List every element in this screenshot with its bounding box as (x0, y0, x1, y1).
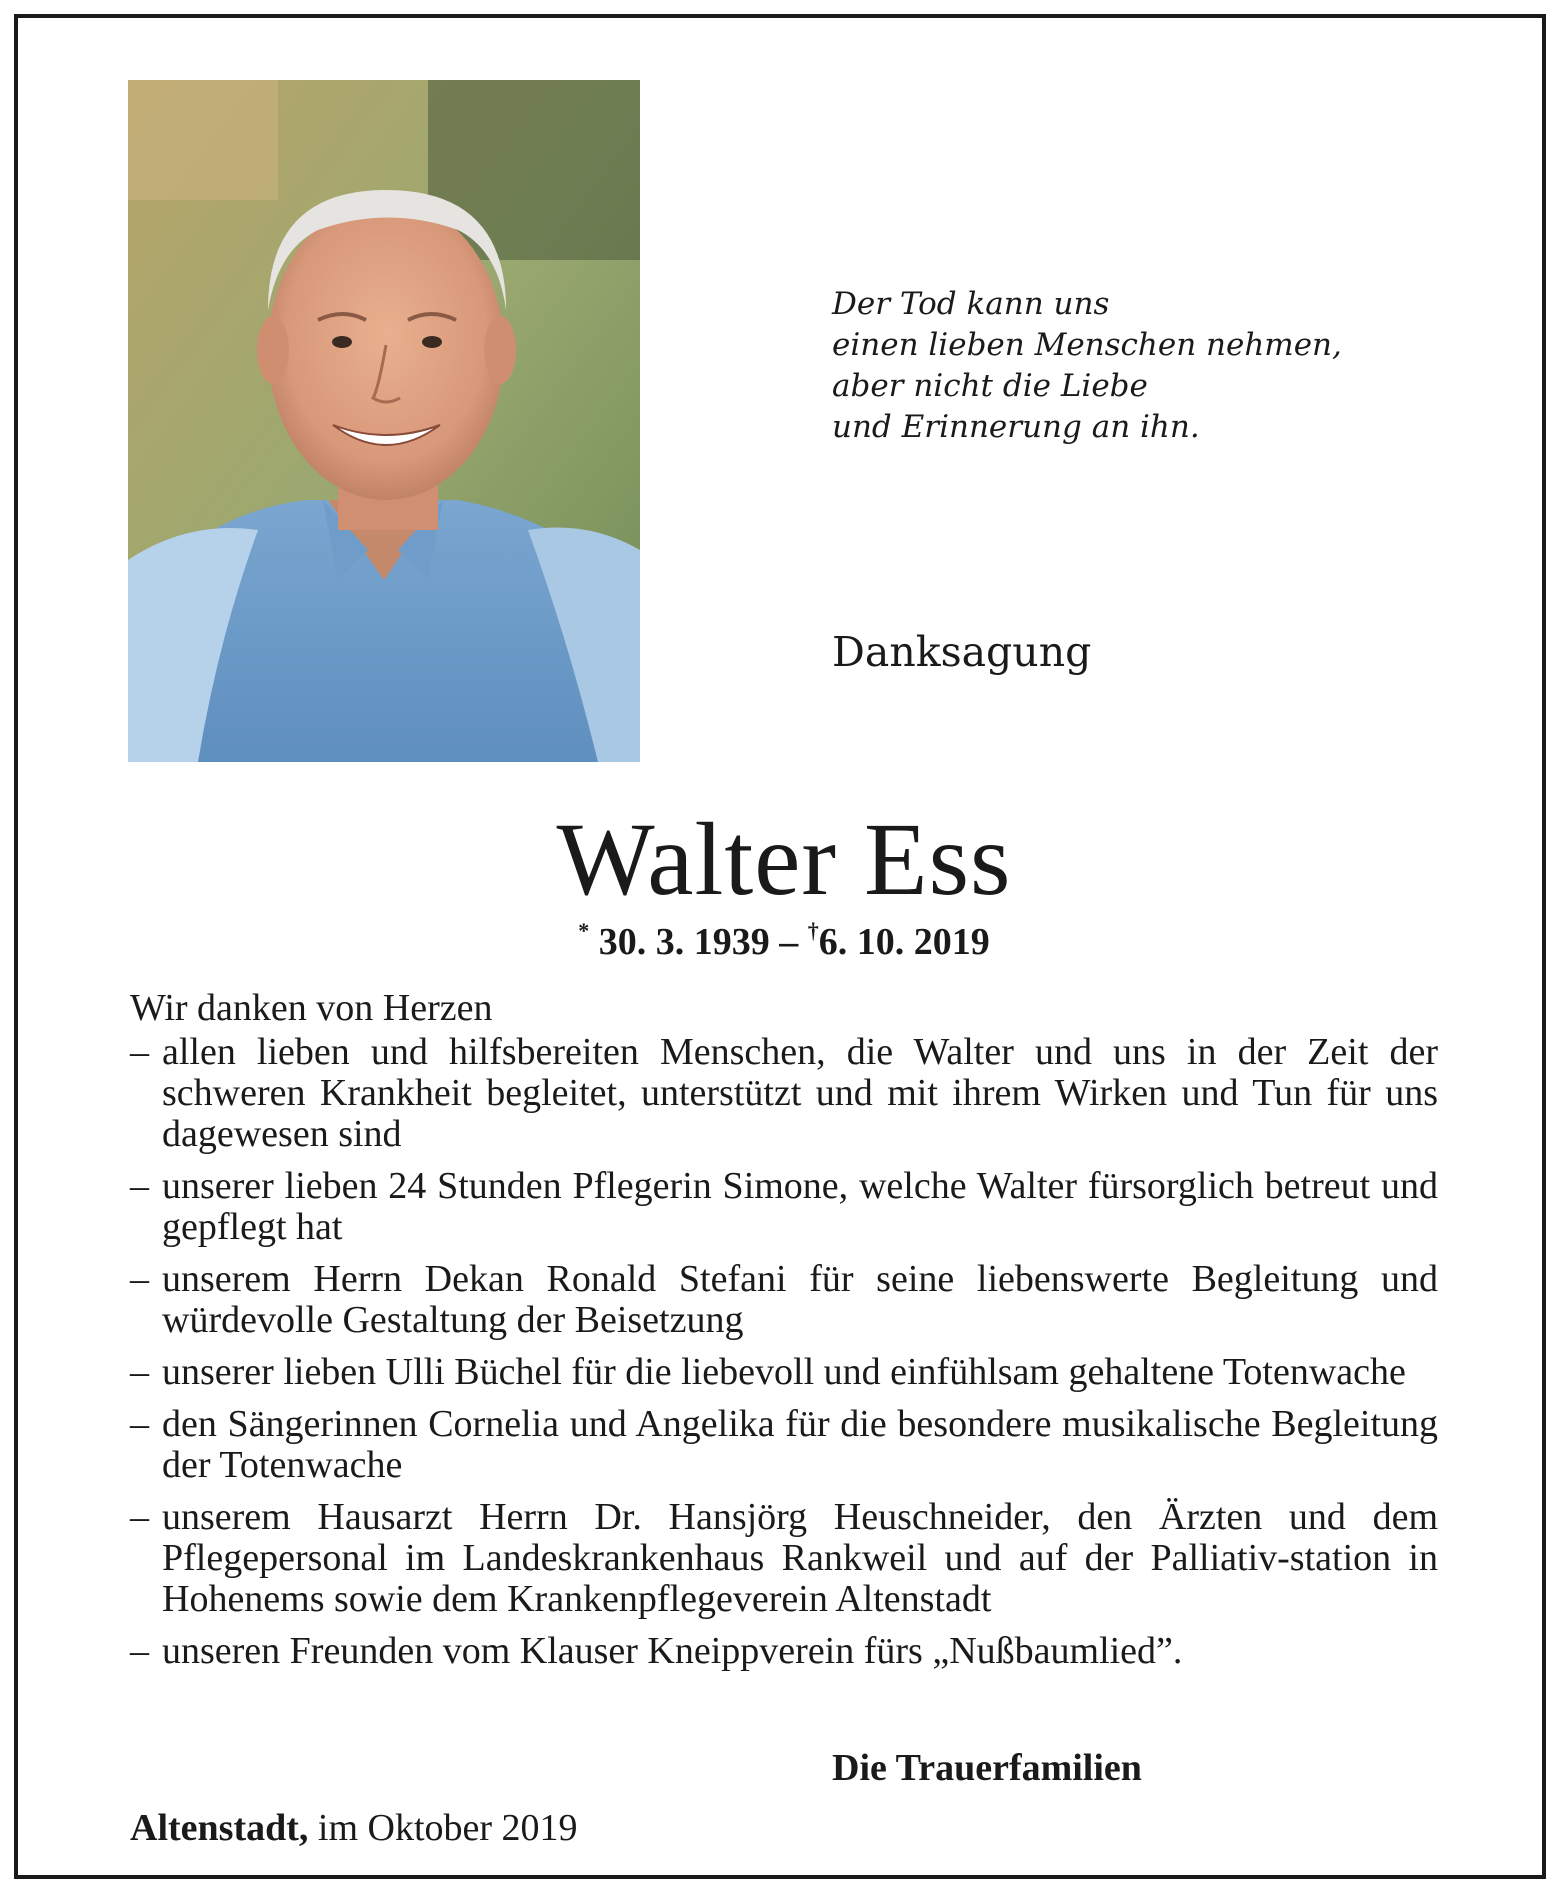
date-separator: – (779, 921, 799, 963)
list-item (130, 1404, 1438, 1486)
list-dash: – (130, 1630, 149, 1672)
death-symbol: † (807, 918, 819, 944)
thanks-list (130, 1032, 1438, 1683)
thanks-intro: Wir danken von Herzen (130, 987, 493, 1029)
deceased-name: Walter Ess (556, 802, 1012, 917)
list-dash: – (130, 1403, 149, 1445)
list-dash: – (130, 1031, 149, 1073)
place-month: im Oktober 2019 (317, 1807, 578, 1849)
birth-date: 30. 3. 1939 (598, 921, 770, 963)
list-item (130, 1259, 1438, 1341)
list-dash: – (130, 1165, 149, 1207)
list-item-text: unserem Herrn Dekan Ronald Stefani für seine liebenswerte Begleitung und würdevolle Gestaltung der Beisetzung (162, 1258, 1438, 1341)
list-item (130, 1497, 1438, 1620)
list-item (130, 1032, 1438, 1155)
list-dash: – (130, 1496, 149, 1538)
list-item (130, 1166, 1438, 1248)
signature: Die Trauerfamilien (832, 1747, 1142, 1789)
list-item-text: unserer lieben 24 Stunden Pflegerin Simone, welche Walter fürsorglich betreut und gepflegt hat (162, 1165, 1438, 1248)
list-item-text: allen lieben und hilfsbereiten Menschen, die Walter und uns in der Zeit der schweren Krankheit begleitet, unterstützt und mit ihrem Wirken und Tun für uns dagewesen sind (162, 1031, 1438, 1155)
life-dates (0, 920, 1568, 964)
death-date: 6. 10. 2019 (818, 921, 990, 963)
list-item (130, 1631, 1438, 1672)
portrait-photo (128, 80, 640, 762)
list-item-text: unserem Hausarzt Herrn Dr. Hansjörg Heuschneider, den Ärzten und dem Pflegepersonal im Landeskrankenhaus Rankweil und auf der Palliativ-station in Hohenems sowie dem Krankenpflegeverein Altenstadt (162, 1496, 1438, 1620)
list-item-text: unseren Freunden vom Klauser Kneippverein fürs „Nußbaumlied”. (162, 1630, 1183, 1672)
place-date (130, 1806, 578, 1850)
list-item-text: unserer lieben Ulli Büchel für die liebevoll und einfühlsam gehaltene Totenwache (162, 1351, 1406, 1393)
quote-line: einen lieben Menschen nehmen, (832, 327, 1342, 363)
memorial-quote (832, 284, 1342, 448)
quote-line: aber nicht die Liebe (832, 368, 1148, 404)
quote-line: Der Tod kann uns (832, 286, 1110, 322)
place-town: Altenstadt, (130, 1807, 309, 1849)
list-item-text: den Sängerinnen Cornelia und Angelika für die besondere musikalische Begleitung der Totenwache (162, 1403, 1438, 1486)
thanks-heading: Danksagung (832, 628, 1092, 676)
list-item (130, 1352, 1438, 1393)
list-dash: – (130, 1351, 149, 1393)
birth-symbol: * (578, 918, 590, 944)
list-dash: – (130, 1258, 149, 1300)
quote-line: und Erinnerung an ihn. (832, 409, 1200, 445)
